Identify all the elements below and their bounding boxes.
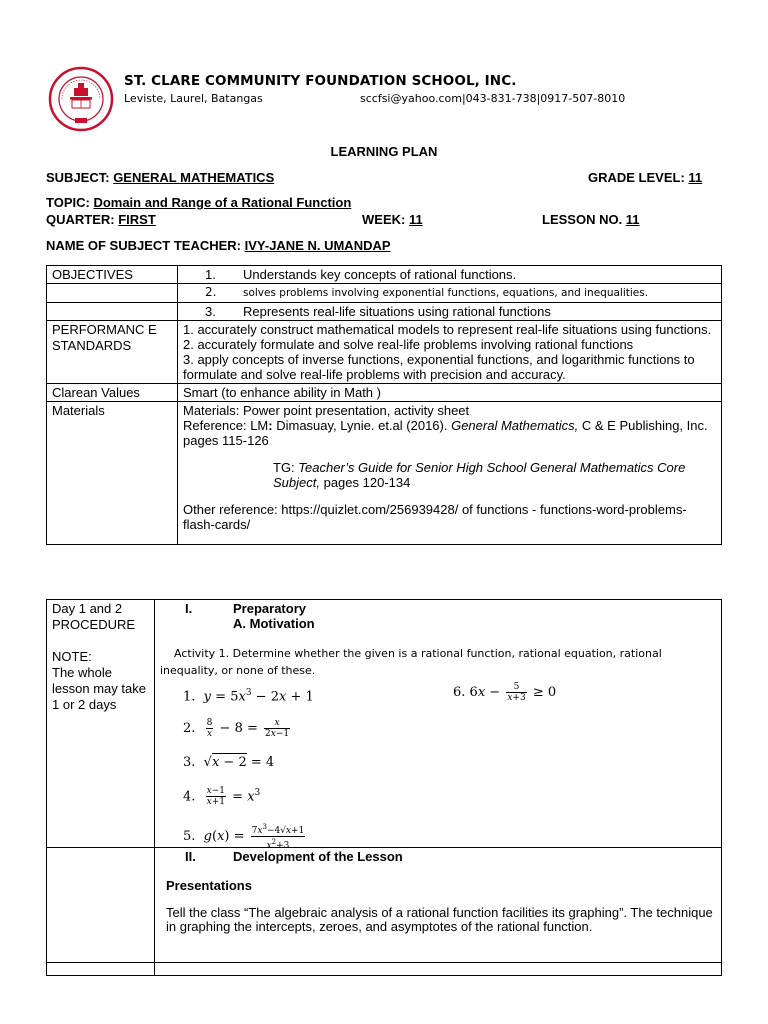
- values-text: Smart (to enhance ability in Math ): [178, 384, 722, 402]
- lesson-label: LESSON NO.: [542, 212, 626, 227]
- item-5: 5. g(x) = $\frac{7x^3-4√x+1}{x^2+3}$: [183, 823, 305, 851]
- table-row: [47, 384, 722, 402]
- page-title: LEARNING PLAN: [330, 144, 438, 159]
- week-label: WEEK:: [362, 212, 409, 227]
- lesson-line: [542, 212, 640, 227]
- reference-text: Reference: LM: Dimasuay, Lynie. et.al (2016). General Mathematics, C & E Publishing, Inc. pages 115-126: [183, 418, 708, 448]
- subject-label: SUBJECT:: [46, 170, 114, 185]
- objectives-label: OBJECTIVES: [47, 266, 178, 284]
- table-row: [47, 848, 722, 963]
- motivation-cell: I. Preparatory A. Motivation Activity 1. Determine whether the given is a rational function, rational equation, rational inequality, or none of these. 1. $y = 5x^3 - 2x + 1$ 6. 6x − $\frac{5}{x+3}$ ≥ 0 2. $\frac{8}{x}$ − 8 = $\frac{x}{2x-1}$ 3. √x − 2 = 4 4. $\frac{x-1}{x+1}$ = $x^3$ 5. g(x) = $\frac{7x^3-4√x+1}{x^2+3}$: [155, 600, 722, 848]
- note-label: NOTE:: [52, 649, 92, 664]
- grade-line: [588, 170, 702, 185]
- materials-cell: Materials: Power point presentation, activity sheet Reference: LM: Dimasuay, Lynie. et.al (2016). General Mathematics, C & E Publishing, Inc. pages 115-126 TG: Teacher’s Guide for Senior High School General Mathematics Core Subject, pages 120-134 Other reference: https://quizlet.com/256939428/ of functions - functions-word-problems-flash-cards/: [178, 402, 722, 545]
- school-seal-icon: [48, 66, 114, 132]
- table-row: [47, 284, 722, 303]
- objective-2: 2. solves problems involving exponential functions, equations, and inequalities.: [178, 284, 722, 303]
- other-reference: Other reference: https://quizlet.com/256939428/ of functions - functions-word-problems-flash-cards/: [183, 502, 687, 532]
- week-value: 11: [408, 212, 423, 227]
- week-line: [362, 212, 423, 227]
- table-row: [47, 321, 722, 384]
- lesson-value: 11: [625, 212, 640, 227]
- item-6: 6. 6x − $\frac{5}{x+3}$ ≥ 0: [453, 682, 557, 703]
- quarter-line: [46, 212, 156, 227]
- table-row: [47, 303, 722, 321]
- objective-1: 1. Understands key concepts of rational functions.: [178, 266, 722, 284]
- note-text: The whole lesson may take 1 or 2 days: [52, 665, 146, 712]
- activity-instructions: Activity 1. Determine whether the given is a rational function, rational equation, rational inequality, or none of these.: [160, 647, 662, 677]
- presentations-heading: Presentations: [166, 878, 252, 893]
- subject-value: GENERAL MATHEMATICS: [113, 170, 275, 185]
- item-2: 2. $\frac{8}{x}$ − 8 = $\frac{x}{2x-1}$: [183, 718, 290, 739]
- table-row: [47, 402, 722, 545]
- development-cell: II. Development of the Lesson Presentations Tell the class “The algebraic analysis of a rational function facilities its graphing”. The technique in graphing the intercepts, zeroes, and asymptotes of the rational function.: [155, 848, 722, 963]
- objectives-table: [46, 265, 722, 545]
- school-address: Leviste, Laurel, Batangas: [124, 92, 263, 105]
- values-label: Clarean Values: [47, 384, 178, 402]
- table-row: [47, 963, 722, 976]
- materials-label: Materials: [47, 402, 178, 545]
- grade-label: GRADE LEVEL:: [588, 170, 689, 185]
- procedure-table: [46, 599, 722, 976]
- presentations-text: Tell the class “The algebraic analysis of a rational function facilities its graphing”. The technique in graphing the intercepts, zeroes, and asymptotes of the rational function.: [166, 905, 713, 934]
- table-row: [47, 266, 722, 284]
- performance-standards: 1. accurately construct mathematical models to represent real-life situations using functions. 2. accurately formulate and solve real-life problems involving rational functions 3. apply concepts of inverse functions, exponential functions, and logarithmic functions to formulate and solve real-life problems with precision and accuracy.: [178, 321, 722, 384]
- motivation-heading: A. Motivation: [233, 616, 315, 631]
- table-row: [47, 600, 722, 848]
- item-4: 4. $\frac{x-1}{x+1}$ = $x^3$: [183, 786, 261, 808]
- teacher-line: [46, 238, 391, 253]
- subject-line: [46, 170, 274, 185]
- school-contact: sccfsi@yahoo.com|043-831-738|0917-507-8010: [360, 92, 626, 105]
- topic-label: TOPIC:: [46, 195, 94, 210]
- topic-line: [46, 195, 351, 210]
- school-name: ST. CLARE COMMUNITY FOUNDATION SCHOOL, INC.: [124, 73, 517, 89]
- topic-value: Domain and Range of a Rational Function: [93, 195, 352, 210]
- item-3: 3. √x − 2 = 4: [183, 755, 275, 770]
- day-label: Day 1 and 2 PROCEDURE: [52, 601, 136, 632]
- procedure-label-cell: [47, 600, 155, 848]
- item-1: 1. $y = 5x^3 - 2x + 1$: [183, 688, 314, 705]
- performance-label: PERFORMANC E STANDARDS: [47, 321, 178, 384]
- quarter-value: FIRST: [118, 212, 156, 227]
- tg-text: TG: Teacher’s Guide for Senior High School General Mathematics Core Subject, pages 120-134: [273, 460, 686, 490]
- teacher-label: NAME OF SUBJECT TEACHER:: [46, 238, 245, 253]
- teacher-value: IVY-JANE N. UMANDAP: [244, 238, 391, 253]
- objective-3: 3. Represents real-life situations using rational functions: [178, 303, 722, 321]
- quarter-label: QUARTER:: [46, 212, 119, 227]
- grade-value: 11: [688, 170, 703, 185]
